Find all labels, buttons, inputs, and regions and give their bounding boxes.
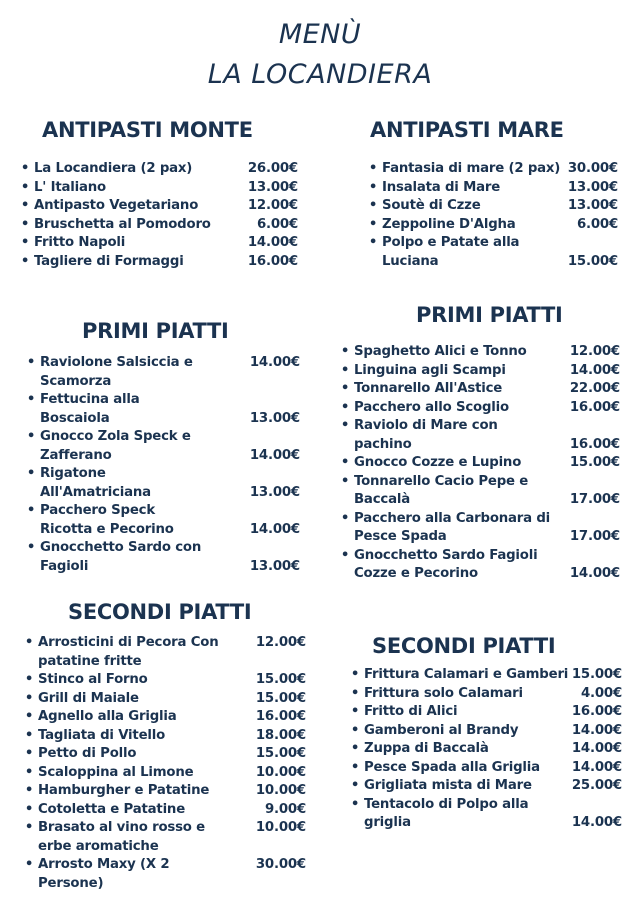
- bullet-icon: •: [340, 381, 350, 396]
- item-price: 14.00€: [571, 741, 622, 756]
- item-price: 14.00€: [249, 447, 300, 463]
- item-price: 10.00€: [255, 764, 306, 780]
- item-name: Pacchero Speck Ricotta e Pecorino: [40, 503, 174, 537]
- item-name: Gnocco Zola Speck e Zafferano: [40, 429, 191, 463]
- item-price: 16.00€: [571, 704, 622, 719]
- item-name: Agnello alla Griglia: [38, 709, 177, 724]
- section-title-secondi-mare: SECONDI PIATTI: [372, 634, 556, 658]
- bullet-icon: •: [368, 161, 378, 176]
- item-name: Gamberoni al Brandy: [364, 722, 519, 738]
- menu-item: [350, 685, 622, 704]
- secondi-monte-list: [24, 634, 306, 893]
- bullet-icon: •: [24, 672, 34, 687]
- restaurant-name: LA LOCANDIERA: [207, 59, 433, 90]
- menu-item: [368, 216, 618, 235]
- menu-item: [368, 234, 618, 271]
- bullet-icon: •: [24, 709, 34, 724]
- antipasti-mare-list: [368, 160, 618, 271]
- bullet-icon: •: [26, 540, 36, 555]
- section-title-antipasti-mare: ANTIPASTI MARE: [370, 118, 564, 142]
- item-name: Bruschetta al Pomodoro: [34, 216, 211, 232]
- bullet-icon: •: [340, 455, 350, 470]
- menu-item: [340, 547, 620, 584]
- item-name: Soutè di Czze: [382, 198, 481, 213]
- item-price: 12.00€: [569, 344, 620, 359]
- menu-item: [368, 179, 618, 198]
- bullet-icon: •: [24, 727, 34, 743]
- item-name: Antipasto Vegetariano: [34, 198, 199, 213]
- item-price: 15.00€: [567, 253, 618, 269]
- item-name: Arrosticini di Pecora Con patatine fritte: [38, 635, 219, 669]
- item-name: Rigatone All'Amatriciana: [40, 466, 151, 500]
- bullet-icon: •: [350, 704, 360, 719]
- bullet-icon: •: [340, 547, 350, 563]
- item-price: 15.00€: [569, 455, 620, 470]
- menu-item: [340, 417, 620, 454]
- item-name: Zeppoline D'Algha: [382, 216, 516, 232]
- bullet-icon: •: [24, 820, 34, 835]
- primi-monte-list: [26, 354, 300, 576]
- item-name: Grigliata mista di Mare: [364, 778, 532, 793]
- bullet-icon: •: [24, 857, 34, 872]
- menu-item: [24, 764, 306, 783]
- bullet-icon: •: [20, 216, 30, 232]
- item-price: 16.00€: [569, 436, 620, 452]
- item-price: 17.00€: [569, 492, 620, 507]
- item-price: 25.00€: [571, 778, 622, 793]
- item-name: Tonnarello Cacio Pepe e Baccalà: [354, 473, 529, 507]
- item-price: 13.00€: [247, 179, 298, 195]
- bullet-icon: •: [340, 418, 350, 433]
- menu-item: [26, 354, 300, 391]
- menu-item: [26, 391, 300, 428]
- item-name: Grill di Maiale: [38, 690, 139, 706]
- menu-item: [340, 380, 620, 399]
- bullet-icon: •: [350, 667, 360, 682]
- item-price: 30.00€: [255, 857, 306, 872]
- item-name: Gnocchetto Sardo Fagioli Cozze e Pecorino: [354, 547, 538, 581]
- menu-item: [20, 253, 298, 272]
- item-price: 10.00€: [255, 820, 306, 835]
- menu-item: [26, 502, 300, 539]
- item-price: 13.00€: [567, 198, 618, 213]
- menu-item: [350, 740, 622, 759]
- item-price: 13.00€: [249, 410, 300, 426]
- menu-item: [24, 745, 306, 764]
- item-name: Frittura solo Calamari: [364, 685, 523, 701]
- item-price: 13.00€: [249, 558, 300, 574]
- item-price: 16.00€: [247, 253, 298, 269]
- item-name: Raviolone Salsiccia e Scamorza: [40, 355, 193, 389]
- bullet-icon: •: [368, 216, 378, 232]
- bullet-icon: •: [350, 741, 360, 756]
- bullet-icon: •: [340, 344, 350, 359]
- menu-item: [340, 362, 620, 381]
- menu-item: [26, 539, 300, 576]
- item-price: 16.00€: [255, 709, 306, 724]
- bullet-icon: •: [20, 198, 30, 213]
- item-name: Pacchero allo Scoglio: [354, 399, 509, 415]
- item-name: Insalata di Mare: [382, 179, 501, 195]
- item-price: 15.00€: [255, 690, 306, 706]
- item-price: 26.00€: [247, 161, 298, 176]
- item-price: 14.00€: [569, 566, 620, 581]
- item-name: Raviolo di Mare con pachino: [354, 418, 498, 452]
- bullet-icon: •: [24, 635, 34, 650]
- bullet-icon: •: [340, 399, 350, 415]
- item-name: Fettucina alla Boscaiola: [40, 392, 140, 426]
- item-price: 15.00€: [255, 672, 306, 687]
- bullet-icon: •: [350, 796, 360, 812]
- menu-item: [24, 690, 306, 709]
- item-price: 14.00€: [249, 521, 300, 537]
- item-name: Linguina agli Scampi: [354, 362, 506, 378]
- item-price: 13.00€: [567, 179, 618, 195]
- section-title-antipasti-monte: ANTIPASTI MONTE: [42, 118, 253, 142]
- item-name: Polpo e Patate alla Luciana: [382, 235, 520, 269]
- item-price: 14.00€: [569, 362, 620, 378]
- menu-item: [350, 759, 622, 778]
- item-price: 14.00€: [571, 722, 622, 738]
- menu-item: [350, 722, 622, 741]
- item-name: Arrosto Maxy (X 2 Persone): [38, 857, 170, 891]
- bullet-icon: •: [20, 253, 30, 269]
- bullet-icon: •: [26, 429, 36, 444]
- secondi-mare-list: [350, 666, 622, 833]
- menu-item: [340, 473, 620, 510]
- item-name: Zuppa di Baccalà: [364, 741, 489, 756]
- menu-item: [24, 819, 306, 856]
- menu-item: [24, 782, 306, 801]
- item-name: La Locandiera (2 pax): [34, 161, 193, 176]
- menu-item: [20, 179, 298, 198]
- item-name: Gnocchetto Sardo con Fagioli: [40, 540, 202, 574]
- bullet-icon: •: [368, 198, 378, 213]
- item-price: 6.00€: [576, 216, 618, 232]
- item-name: Tonnarello All'Astice: [354, 381, 503, 396]
- menu-item: [20, 234, 298, 253]
- item-name: Fantasia di mare (2 pax): [382, 161, 561, 176]
- bullet-icon: •: [350, 778, 360, 793]
- item-name: Pesce Spada alla Griglia: [364, 759, 540, 775]
- bullet-icon: •: [368, 235, 378, 250]
- item-price: 22.00€: [569, 381, 620, 396]
- menu-item: [24, 801, 306, 820]
- item-price: 16.00€: [569, 399, 620, 415]
- menu-item: [24, 856, 306, 893]
- menu-item: [368, 197, 618, 216]
- item-name: Fritto di Alici: [364, 704, 458, 719]
- item-price: 6.00€: [256, 216, 298, 232]
- menu-title: MENÙ: [278, 19, 362, 50]
- bullet-icon: •: [24, 783, 34, 798]
- menu-item: [340, 454, 620, 473]
- bullet-icon: •: [350, 759, 360, 775]
- item-name: Pacchero alla Carbonara di Pesce Spada: [354, 510, 551, 544]
- menu-item: [24, 671, 306, 690]
- menu-item: [26, 428, 300, 465]
- bullet-icon: •: [20, 161, 30, 176]
- item-price: 12.00€: [247, 198, 298, 213]
- bullet-icon: •: [24, 801, 34, 817]
- bullet-icon: •: [26, 466, 36, 481]
- item-name: Fritto Napoli: [34, 235, 126, 250]
- bullet-icon: •: [26, 503, 36, 518]
- item-name: Tentacolo di Polpo alla griglia: [364, 796, 529, 830]
- item-name: Brasato al vino rosso e erbe aromatiche: [38, 820, 205, 854]
- menu-item: [24, 727, 306, 746]
- bullet-icon: •: [24, 690, 34, 706]
- item-price: 9.00€: [264, 801, 306, 817]
- bullet-icon: •: [26, 355, 36, 370]
- item-name: Spaghetto Alici e Tonno: [354, 344, 527, 359]
- bullet-icon: •: [368, 179, 378, 195]
- item-name: Scaloppina al Limone: [38, 764, 194, 780]
- item-price: 14.00€: [571, 815, 622, 830]
- item-name: L' Italiano: [34, 179, 106, 195]
- bullet-icon: •: [340, 510, 350, 526]
- bullet-icon: •: [20, 235, 30, 250]
- item-price: 10.00€: [255, 783, 306, 798]
- antipasti-monte-list: [20, 160, 298, 271]
- menu-item: [350, 777, 622, 796]
- bullet-icon: •: [24, 746, 34, 761]
- item-price: 15.00€: [255, 746, 306, 761]
- item-price: 18.00€: [255, 727, 306, 743]
- menu-item: [368, 160, 618, 179]
- bullet-icon: •: [340, 362, 350, 378]
- item-name: Tagliere di Formaggi: [34, 253, 184, 269]
- item-price: 12.00€: [255, 635, 306, 650]
- section-title-secondi-monte: SECONDI PIATTI: [68, 600, 252, 624]
- menu-item: [340, 399, 620, 418]
- item-price: 14.00€: [571, 759, 622, 775]
- bullet-icon: •: [20, 179, 30, 195]
- menu-item: [20, 160, 298, 179]
- item-name: Cotoletta e Patatine: [38, 801, 186, 817]
- item-price: 4.00€: [580, 685, 622, 701]
- bullet-icon: •: [350, 722, 360, 738]
- item-price: 15.00€: [571, 667, 622, 682]
- item-price: 17.00€: [569, 529, 620, 544]
- menu-item: [20, 216, 298, 235]
- item-name: Frittura Calamari e Gamberi: [364, 667, 569, 682]
- item-name: Hamburgher e Patatine: [38, 783, 210, 798]
- menu-item: [350, 796, 622, 833]
- bullet-icon: •: [340, 473, 350, 489]
- item-name: Tagliata di Vitello: [38, 727, 166, 743]
- menu-item: [350, 666, 622, 685]
- bullet-icon: •: [350, 685, 360, 701]
- menu-item: [26, 465, 300, 502]
- primi-mare-list: [340, 343, 620, 584]
- item-price: 13.00€: [249, 484, 300, 500]
- bullet-icon: •: [26, 392, 36, 407]
- menu-item: [20, 197, 298, 216]
- item-name: Stinco al Forno: [38, 672, 148, 687]
- item-price: 14.00€: [249, 355, 300, 370]
- item-name: Gnocco Cozze e Lupino: [354, 455, 522, 470]
- item-price: 30.00€: [567, 161, 618, 176]
- menu-item: [350, 703, 622, 722]
- item-price: 14.00€: [247, 235, 298, 250]
- menu-item: [24, 708, 306, 727]
- section-title-primi-mare: PRIMI PIATTI: [416, 303, 563, 327]
- bullet-icon: •: [24, 764, 34, 780]
- menu-item: [24, 634, 306, 671]
- menu-item: [340, 343, 620, 362]
- section-title-primi-monte: PRIMI PIATTI: [82, 319, 229, 343]
- item-name: Petto di Pollo: [38, 746, 137, 761]
- menu-item: [340, 510, 620, 547]
